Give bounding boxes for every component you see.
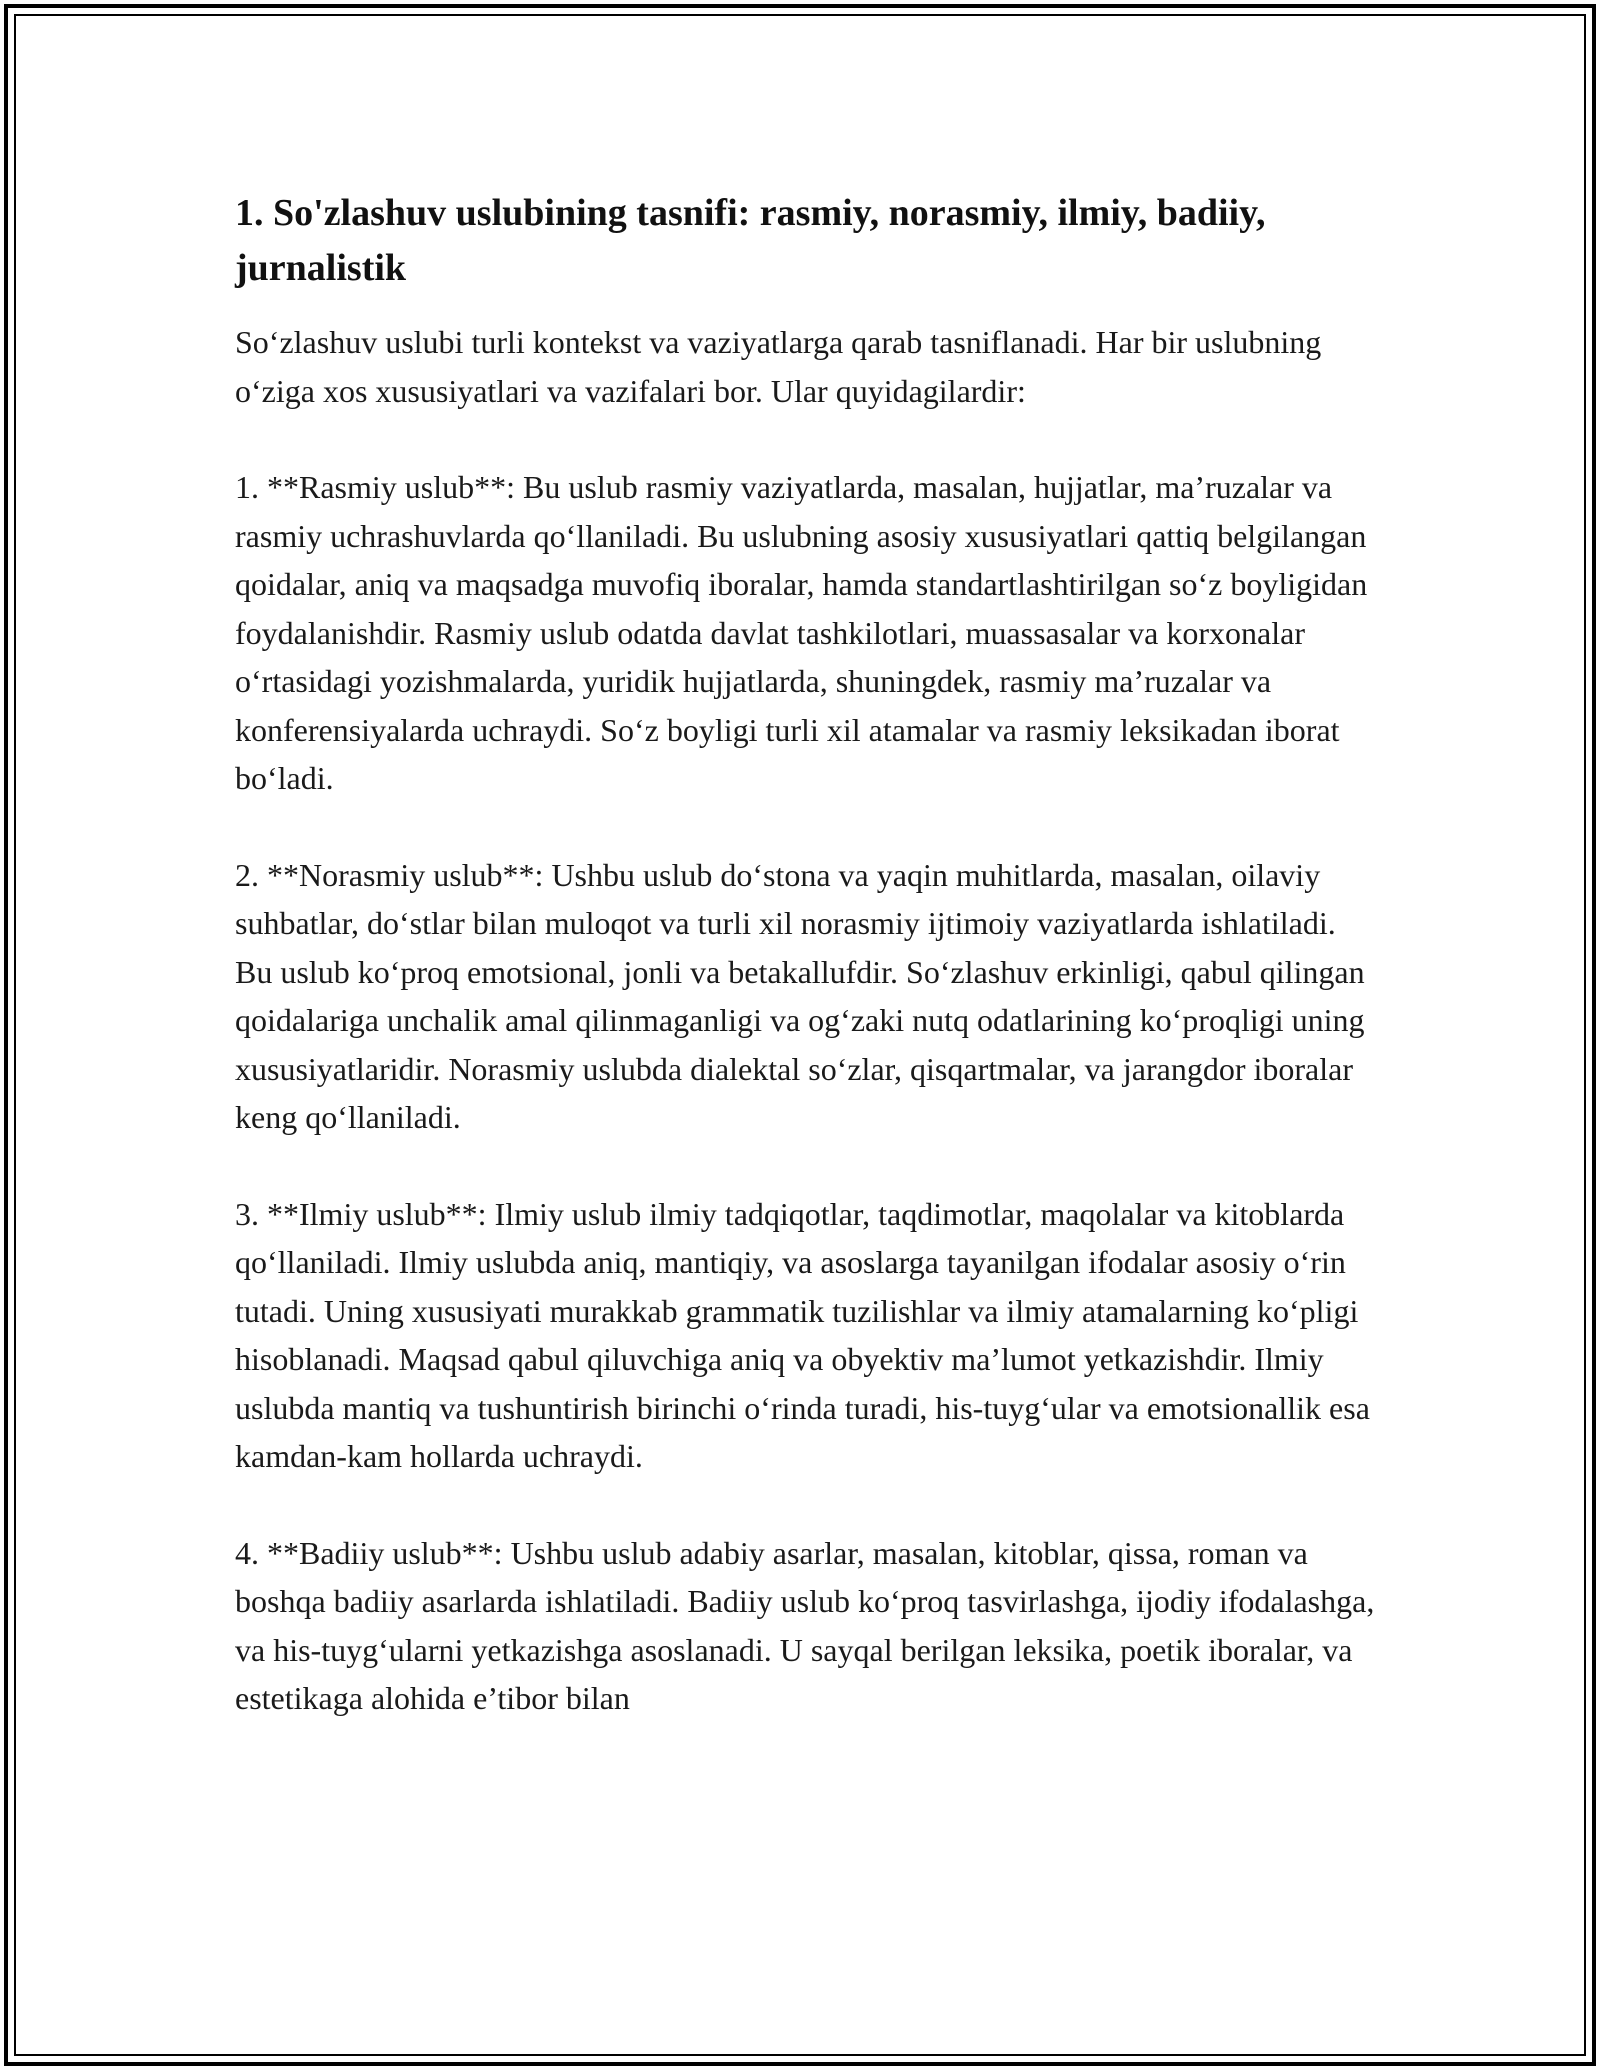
paragraph-rasmiy-uslub: 1. **Rasmiy uslub**: Bu uslub rasmiy vaziyatlarda, masalan, hujjatlar, ma’ruzalar va rasmiy uchrashuvlarda qo‘llaniladi. Bu uslubning asosiy xususiyatlari qattiq belgilangan qoidalar, aniq va maqsadga muvofiq iboralar, hamda standartlashtirilgan so‘z boyligidan foydalanishdir. Rasmiy uslub odatda davlat tashkilotlari, muassasalar va korxonalar o‘rtasidagi yozishmalarda, yuridik hujjatlarda, shuningdek, rasmiy ma’ruzalar va konferensiyalarda uchraydi. So‘z boyligi turli xil atamalar va rasmiy leksikadan iborat bo‘ladi. <box>235 469 1368 796</box>
paragraph-norasmiy-uslub: 2. **Norasmiy uslub**: Ushbu uslub do‘stona va yaqin muhitlarda, masalan, oilaviy suhbatlar, do‘stlar bilan muloqot va turli xil norasmiy ijtimoiy vaziyatlarda ishlatiladi. Bu uslub ko‘proq emotsional, jonli va betakallufdir. So‘zlashuv erkinligi, qabul qilingan qoidalariga unchalik amal qilinmaganligi va og‘zaki nutq odatlarining ko‘proqligi uning xususiyatlaridir. Norasmiy uslubda dialektal so‘zlar, qisqartmalar, va jarangdor iboralar keng qo‘llaniladi. <box>235 856 1365 1135</box>
document-title: 1. So'zlashuv uslubining tasnifi: rasmiy, norasmiy, ilmiy, badiiy, jurnalistik <box>235 192 1266 289</box>
paragraph-badiiy-uslub: 4. **Badiiy uslub**: Ushbu uslub adabiy asarlar, masalan, kitoblar, qissa, roman va boshqa badiiy asarlarda ishlatiladi. Badiiy uslub ko‘proq tasvirlashga, ijodiy ifodalashga, va his-tuyg‘ularni yetkazishga asoslanadi. U sayqal berilgan leksika, poetik iboralar, va estetikaga alohida e’tibor bilan <box>235 1534 1375 1716</box>
document-body <box>235 186 1380 1771</box>
intro-paragraph: So‘zlashuv uslubi turli kontekst va vaziyatlarga qarab tasniflanadi. Har bir uslubning o‘ziga xos xususiyatlari va vazifalari bor. Ular quyidagilardir: <box>235 324 1322 409</box>
paragraph-ilmiy-uslub: 3. **Ilmiy uslub**: Ilmiy uslub ilmiy tadqiqotlar, taqdimotlar, maqolalar va kitoblarda qo‘llaniladi. Ilmiy uslubda aniq, mantiqiy, va asoslarga tayanilgan ifodalar asosiy o‘rin tutadi. Uning xususiyati murakkab grammatik tuzilishlar va ilmiy atamalarning ko‘pligi hisoblanadi. Maqsad qabul qiluvchiga aniq va obyektiv ma’lumot yetkazishdir. Ilmiy uslubda mantiq va tushuntirish birinchi o‘rinda turadi, his-tuyg‘ular va emotsionallik esa kamdan-kam hollarda uchraydi. <box>235 1195 1370 1474</box>
